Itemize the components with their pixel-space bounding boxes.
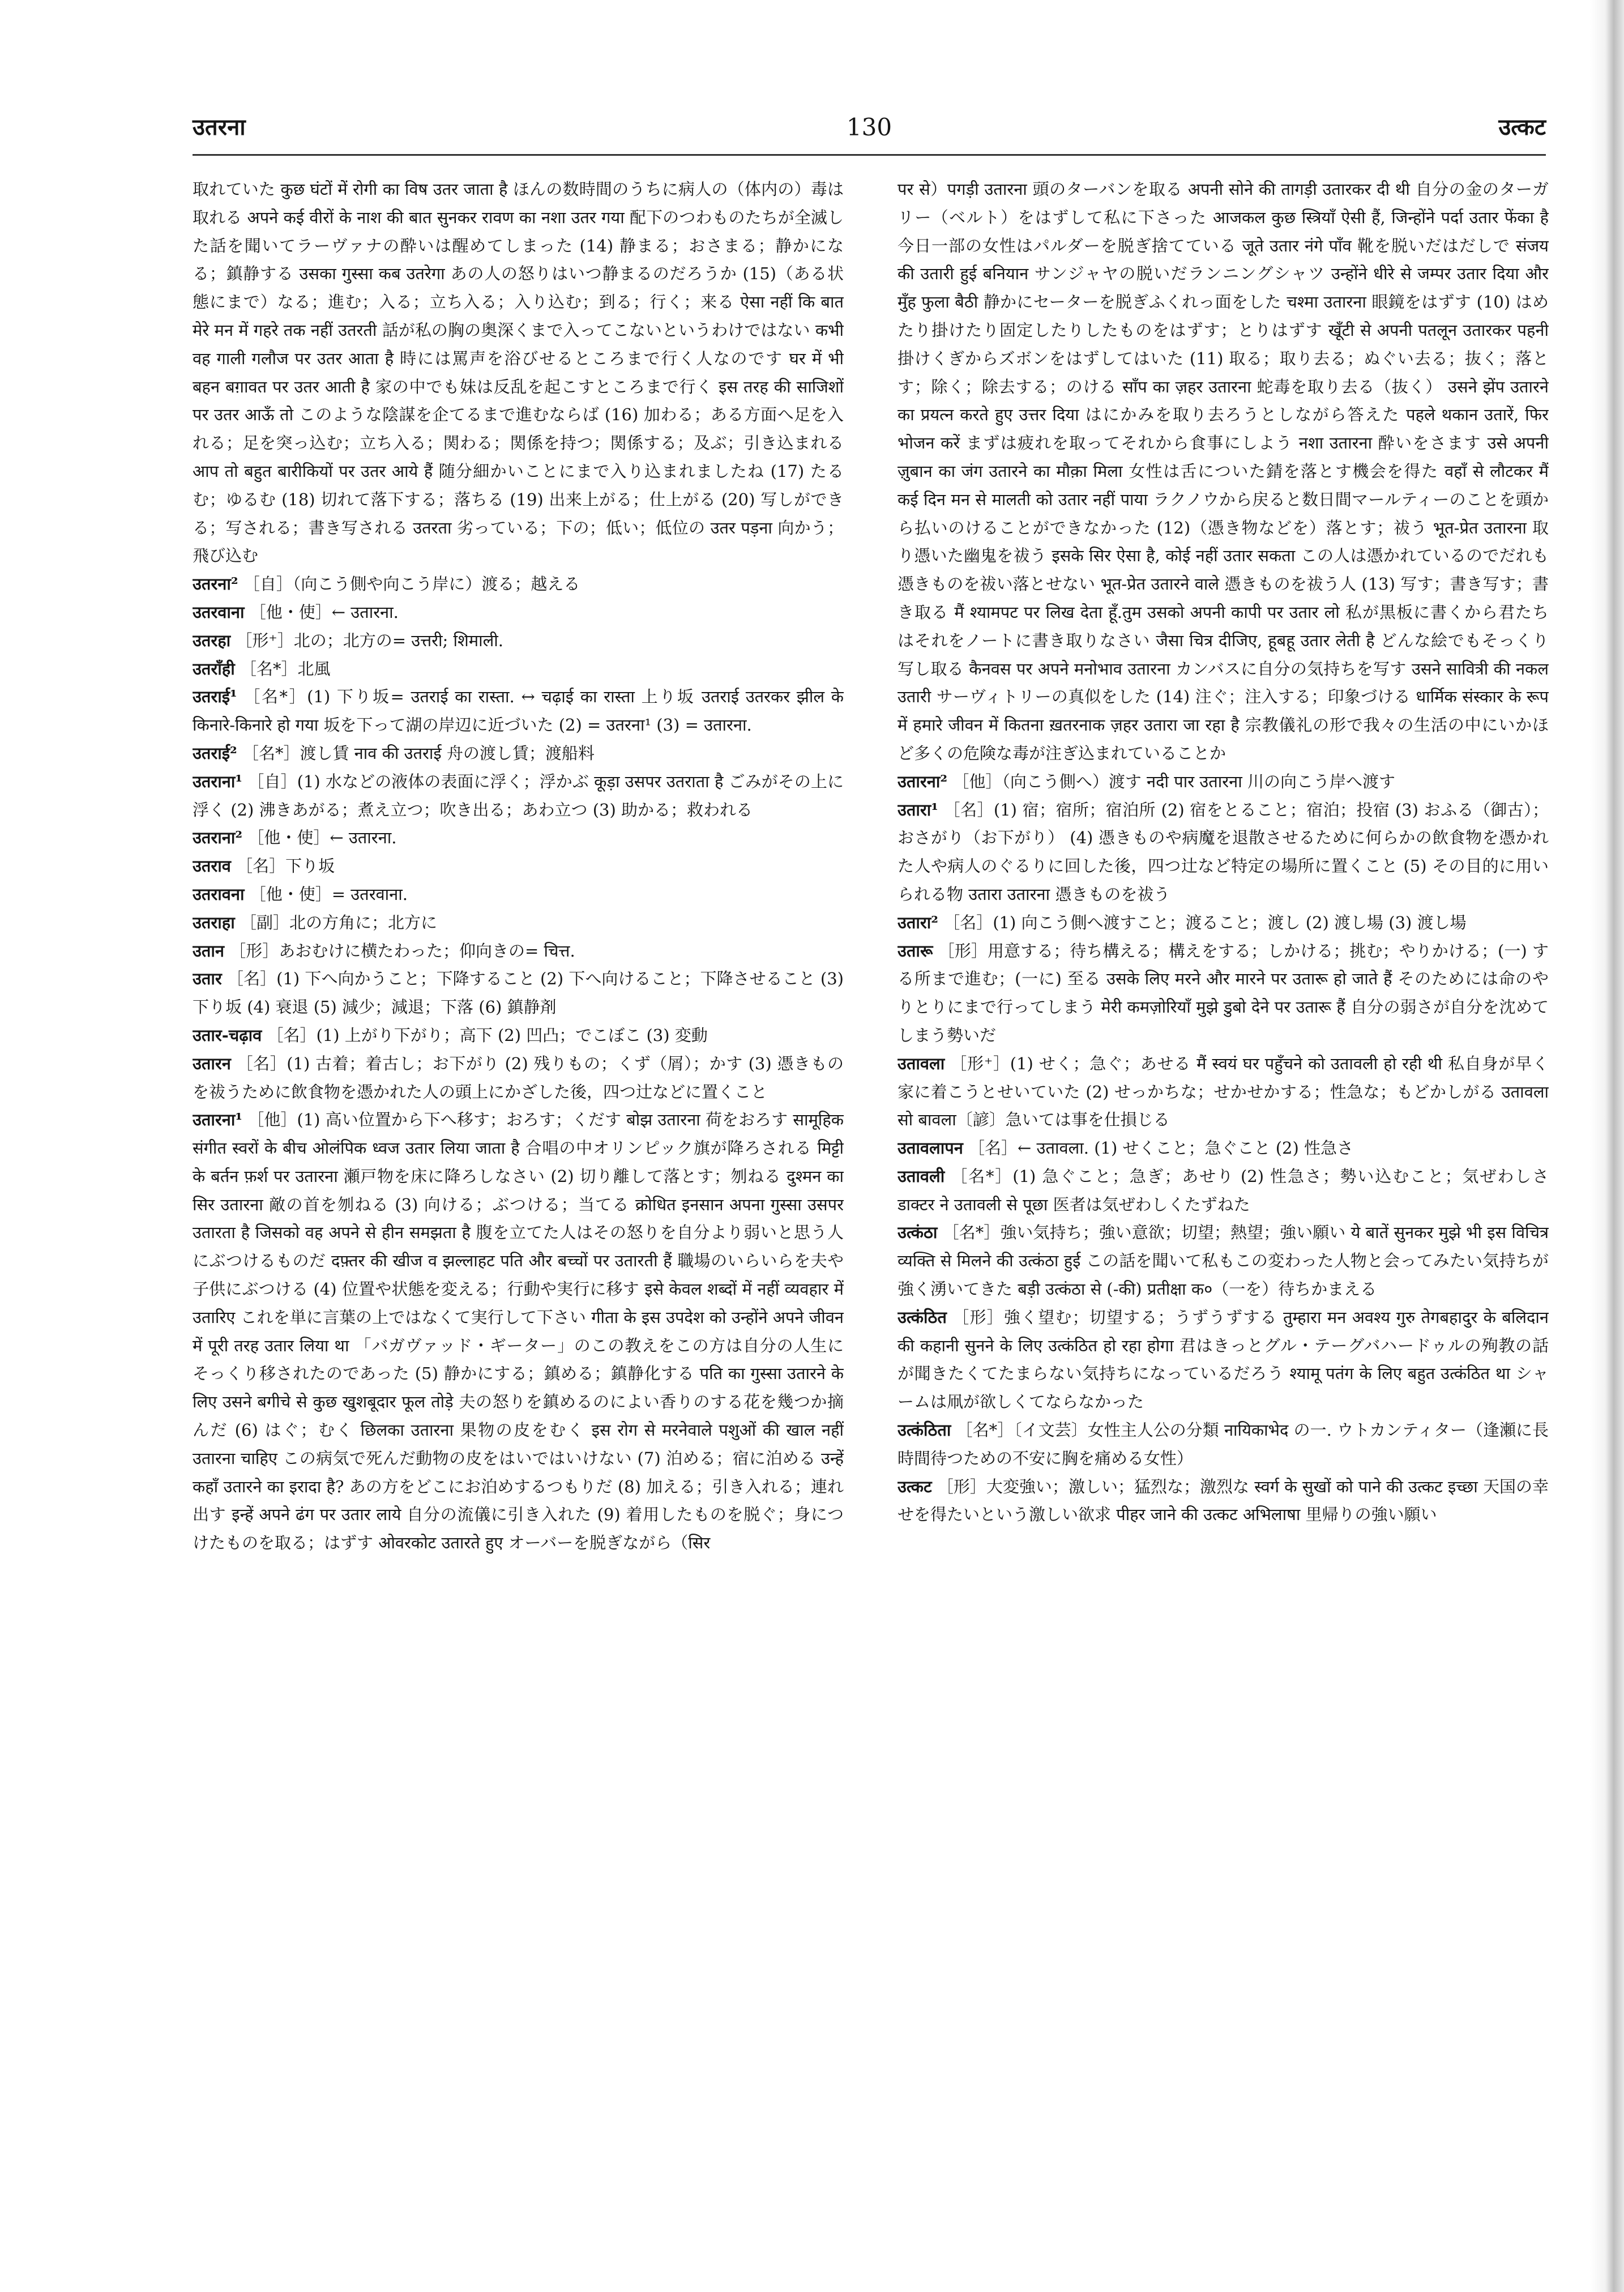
entry-text: ［自］(1) 水などの液体の表面に浮く；浮かぶ कूड़ा उसपर उतराता है ごみがその上に浮く (2) 沸きあがる；煮え立つ；吹き出る；あわ立つ (3) 助かる；救われる	[193, 771, 844, 820]
headword: उतराँही	[193, 659, 235, 678]
dictionary-entry	[193, 824, 844, 852]
headword: उतारू	[898, 941, 933, 961]
entry-text: ［他・使］← उतारना.	[247, 828, 397, 848]
dictionary-entry	[898, 1416, 1549, 1473]
dictionary-entry	[898, 909, 1549, 937]
entry-text: ［形⁺］北の；北方の= उत्तरी; शिमाली.	[236, 630, 504, 650]
dictionary-entry	[898, 1304, 1549, 1416]
dictionary-entry	[193, 740, 844, 768]
dictionary-entry	[898, 1134, 1549, 1163]
entry-text: ［他］（向こう側へ）渡す नदी पार उतारना 川の向こう岸へ渡す	[952, 771, 1395, 791]
headword: उतरवाना	[193, 602, 245, 622]
entry-text: ［他］(1) 高い位置から下へ移す；おろす；くだす बोझ उतारना 荷をおろす सामूहिक संगीत स्वरों के बीच ओलंपिक ध्वज उतार लिया जाता है 合唱の中オリンピック旗が降ろされる मिट्टी के बर्तन फ़र्श पर उतारना 瀬戸物を床に降ろしなさい (2) 切り離して落とす；刎ねる दुश्मन का सिर उतारना 敵の首を刎ねる (3) 向ける；ぶつける；当てる क्रोधित इनसान अपना गुस्सा उसपर उतारता है जिसको वह अपने से हीन समझता है 腹を立てた人はその怒りを自分より弱いと思う人にぶつけるものだ दफ़्तर की खीज व झल्लाहट पति और बच्चों पर उतारती हैं 職場のいらいらを夫や子供にぶつける (4) 位置や状態を変える；行動や実行に移す इसे केवल शब्दों में नहीं व्यवहार में उतारिए これを単に言葉の上ではなくて実行して下さい गीता के इस उपदेश को उन्होंने अपने जीवन में पूरी तरह उतार लिया था 「バガヴァッド・ギーター」のこの教えをこの方は自分の人生にそっくり移されたのであった (5) 静かにする；鎮める；鎮静化する पति का गुस्सा उतारने के लिए उसने बगीचे से कुछ खुशबूदार फूल तोड़े 夫の怒りを鎮めるのによい香りのする花を幾つか摘んだ (6) はぐ；むく छिलका उतारना 果物の皮をむく इस रोग से मरनेवाले पशुओं की खाल नहीं उतारना चाहिए この病気で死んだ動物の皮をはいではいけない (7) 泊める；宿に泊める उन्हें कहाँ उतारने का इरादा है? あの方をどこにお泊めするつもりだ (8) 加える；引き入れる；連れ出す इन्हें अपने ढंग पर उतार लाये 自分の流儀に引き入れた (9) 着用したものを脱ぐ；身につけたものを取る；はずす ओवरकोट उतारते हुए オーバーを脱ぎながら（सिर	[193, 1110, 844, 1553]
headword: उतार	[193, 969, 222, 989]
dictionary-entry	[898, 1473, 1549, 1530]
entry-text: ［名*］(1) 下り坂= उतराई का रास्ता. ↔ चढ़ाई का रास्ता 上り坂 उतराई उतरकर झील के किनारे-किनारे हो गया 坂を下って湖の岸辺に近づいた (2) = उतरना¹ (3) = उतारना.	[193, 687, 844, 735]
entry-text: ［他・使］= उतरवाना.	[249, 884, 408, 904]
headword: उतरना²	[193, 574, 238, 594]
dictionary-entry	[193, 852, 844, 881]
dictionary-entry	[898, 1163, 1549, 1219]
page-header	[193, 110, 1546, 156]
headword: उतराना¹	[193, 771, 243, 791]
entry-text: ［形⁺］(1) せく；急ぐ；あせる मैं स्वयं घर पहुँचने को उतावली हो रही थी 私自身が早く家に着こうとせいていた (2) せっかちな；せかせかする；性急な；もどかしがる उतावला सो बावला〔諺〕急いては事を仕損じる	[898, 1053, 1549, 1130]
dictionary-entry	[193, 881, 844, 909]
entry-text: ［名*］強い気持ち；強い意欲；切望；熱望；強い願い ये बातें सुनकर मुझे भी इस विचित्र व्यक्ति से मिलने की उत्कंठा हुई この話を聞いて私もこの変わった人物と会ってみたい気持ちが強く湧いてきた बड़ी उत्कंठा से (-की) प्रतीक्षा क०（一を）待ちかまえる	[898, 1223, 1549, 1299]
entry-text: ［名*］〔イ文芸〕女性主人公の分類 नायिकाभेद の一. ウトカンティター（逢瀬に長時間待つための不安に胸を痛める女性）	[898, 1420, 1549, 1468]
entry-text: ［自］（向こう側や向こう岸に）渡る；越える	[243, 574, 580, 594]
dictionary-entry	[898, 1050, 1549, 1134]
entry-text: ［名*］渡し賃 नाव की उतराई 舟の渡し賃；渡船料	[242, 743, 595, 763]
headword: उतान	[193, 941, 225, 961]
dictionary-entry	[193, 176, 844, 570]
header-rule	[193, 154, 1546, 156]
headword: उतारा¹	[898, 800, 939, 820]
right-column	[898, 176, 1549, 2214]
headword: उतावलापन	[898, 1138, 963, 1158]
dictionary-entry	[193, 937, 844, 966]
headword: उतारा²	[898, 912, 939, 932]
entry-text: ［名*］北風	[240, 659, 331, 678]
headword: उतारन	[193, 1053, 231, 1073]
entry-text: 取れていた कुछ घंटों में रोगी का विष उतर जाता है ほんの数時間のうちに病人の（体内の）毒は取れる अपने कई वीरों के नाश की बात सुनकर रावण का नशा उतर गया 配下のつわものたちが全滅した話を聞いてラーヴァナの酔いは醒めてしまった (14) 静まる；おさまる；静かになる；鎮静する उसका गुस्सा कब उतरेगा あの人の怒りはいつ静まるのだろうか (15)（ある状態にまで）なる；進む；入る；立ち入る；入り込む；到る；行く；来る ऐसा नहीं कि बात मेरे मन में गहरे तक नहीं उतरती 話が私の胸の奥深くまで入ってこないというわけではない कभी वह गाली गलौज पर उतर आता है 時には罵声を浴びせるところまで行く人なのです घर में भी बहन बग़ावत पर उतर आती है 家の中でも妹は反乱を起こすところまで行く इस तरह की साजिशों पर उतर आऊँ तो このような陰謀を企てるまで進むならば (16) 加わる；ある方面へ足を入れる；足を突っ込む；立ち入る；関わる；関係を持つ；関係する；及ぶ；引き込まれる आप तो बहुत बारीकियों पर उतर आये हैं 随分細かいことにまで入り込まれましたね (17) たるむ；ゆるむ (18) 切れて落下する；落ちる (19) 出来上がる；仕上がる (20) 写しができる；写される；書き写される उतरता 劣っている；下の；低い；低位の उतर पड़ना 向かう；飛び込む	[193, 180, 844, 566]
entry-text: ［名］下り坂	[236, 856, 335, 876]
page-binding-edge	[1590, 0, 1624, 2292]
dictionary-entry	[898, 768, 1549, 796]
page-number: 130	[846, 113, 892, 141]
dictionary-entry	[193, 683, 844, 740]
dictionary-entry	[193, 570, 844, 599]
dictionary-entry	[193, 599, 844, 627]
headword: उत्कंठा	[898, 1223, 938, 1243]
headword: उतावली	[898, 1166, 945, 1186]
entry-text: ［副］北の方角に；北方に	[240, 912, 437, 932]
entry-text: ［名*］(1) 急ぐこと；急ぎ；あせり (2) 性急さ；勢い込むこと；気ぜわしさ डाक्टर ने उतावली से पूछा 医者は気ぜわしくたずねた	[898, 1166, 1549, 1214]
headword: उतराहा	[193, 912, 235, 932]
entry-text: ［形］用意する；待ち構える；構えをする；しかける；挑む；やりかける；(一) する所まで進む；(一に) 至る उसके लिए मरने और मारने पर उतारू हो जाते हैं そのためには命のやりとりにまで行ってしまう मेरी कमज़ोरियाँ मुझे डुबो देने पर उतारू हैं 自分の弱さが自分を沈めてしまう勢いだ	[898, 941, 1549, 1045]
headword: उतार-चढ़ाव	[193, 1025, 262, 1045]
entry-text: ［名］(1) 上がり下がり；高下 (2) 凹凸；でこぼこ (3) 変動	[267, 1025, 708, 1045]
headword: उतावला	[898, 1053, 945, 1073]
entry-text: ［形］強く望む；切望する；うずうずする तुम्हारा मन अवश्य गुरु तेगबहादुर के बलिदान की कहानी सुनने के लिए उत्कंठित हो रहा होगा 君はきっとグル・テーグバハードゥルの殉教の話が聞きたくてたまらない気持ちになっているだろう श्यामू पतंग के लिए बहुत उत्कंठित था シャームは凧が欲しくてならなかった	[898, 1307, 1549, 1412]
headword: उतरावना	[193, 884, 245, 904]
dictionary-entry	[193, 1022, 844, 1050]
entry-text: ［名］(1) 下へ向かうこと；下降すること (2) 下へ向けること；下降させること (3) 下り坂 (4) 衰退 (5) 減少；減退；下落 (6) 鎮静剤	[193, 969, 844, 1017]
dictionary-entry	[193, 909, 844, 937]
entry-text: ［形］大変強い；激しい；猛烈な；激烈な स्वर्ग के सुखों को पाने की उत्कट इच्छा 天国の幸せを得たいという激しい欲求 पीहर जाने की उत्कट अभिलाषा 里帰りの強い願い	[898, 1476, 1549, 1525]
entry-text: ［形］あおむけに横たわった；仰向きの= चित्त.	[229, 941, 575, 961]
dictionary-entry	[898, 937, 1549, 1050]
dictionary-entry	[193, 655, 844, 684]
entry-text: ［名］← उतावला. (1) せくこと；急ぐこと (2) 性急さ	[968, 1138, 1354, 1158]
entry-text: ［名］(1) 古着；着古し；お下がり (2) 残りもの；くず（屑）；かす (3) 憑きものを祓うために飲食物を憑かれた人の頭上にかざした後，四つ辻などに置くこと	[193, 1053, 844, 1102]
left-column	[193, 176, 844, 2214]
dictionary-entry	[193, 627, 844, 655]
headword: उतराना²	[193, 828, 243, 848]
entry-text: पर से）पगड़ी उतारना 頭のターバンを取る अपनी सोने की तागड़ी उतारकर दी थी 自分の金のターガリー（ベルト）をはずして私に下さった आजकल कुछ स्त्रियाँ ऐसी हैं, जिन्होंने पर्दा उतार फेंका है 今日一部の女性はパルダーを脱ぎ捨てている जूते उतार नंगे पाँव 靴を脱いだはだしで संजय की उतारी हुई बनियान サンジャヤの脱いだランニングシャツ उन्होंने धीरे से जम्पर उतार दिया और मुँह फुला बैठी 静かにセーターを脱ぎふくれっ面をした चश्मा उतारना 眼鏡をはずす (10) はめたり掛けたり固定したりしたものをはずす；とりはずす खूँटी से अपनी पतलून उतारकर पहनी 掛けくぎからズボンをはずしてはいた (11) 取る；取り去る；ぬぐい去る；抜く；落とす；除く；除去する；のける साँप का ज़हर उतारना 蛇毒を取り去る（抜く） उसने झेंप उतारने का प्रयत्न करते हुए उत्तर दिया はにかみを取り去ろうとしながら答えた पहले थकान उतारें, फिर भोजन करें まずは疲れを取ってそれから食事にしよう नशा उतारना 酔いをさます उसे अपनी ज़ुबान का जंग उतारने का मौक़ा मिला 女性は舌についた錆を落とす機会を得た वहाँ से लौटकर मैं कई दिन मन से मालती को उतार नहीं पाया ラクノウから戻ると数日間マールティーのことを頭から払いのけることができなかった (12)（憑き物などを）落とす；祓う भूत-प्रेत उतारना 取り憑いた幽鬼を祓う इसके सिर ऐसा है, कोई नहीं उतार सकता この人は憑かれているのでだれも憑きものを祓い落とせない भूत-प्रेत उतारने वाले 憑きものを祓う人 (13) 写す；書き写す；書き取る मैं श्यामपट पर लिख देता हूँ.तुम उसको अपनी कापी पर उतार लो 私が黒板に書くから君たちはそれをノートに書き取りなさい जैसा चित्र दीजिए, हूबहू उतार लेती है どんな絵でもそっくり写し取る कैनवस पर अपने मनोभाव उतारना カンバスに自分の気持ちを写す उसने सावित्री की नकल उतारी サーヴィトリーの真似をした (14) 注ぐ；注入する；印象づける धार्मिक संस्कार के रूप में हमारे जीवन में कितना ख़तरनाक ज़हर उतारा जा रहा है 宗教儀礼の形で我々の生活の中にいかほど多くの危険な毒が注ぎ込まれていることか	[898, 180, 1549, 763]
dictionary-entry	[193, 1106, 844, 1557]
headword: उतराई²	[193, 743, 237, 763]
entry-text: ［名］(1) 宿；宿所；宿泊所 (2) 宿をとること；宿泊；投宿 (3) おふる（御古）；おさがり（お下がり） (4) 憑きものや病魔を退散させるために何らかの飲食物を憑かれた人や病人のぐるりに回した後，四つ辻など特定の場所に置くこと (5) その目的に用いられる物 उतारा उतारना 憑きものを祓う	[898, 800, 1549, 904]
dictionary-entry	[898, 1219, 1549, 1303]
dictionary-entry	[898, 176, 1549, 768]
dictionary-entry	[898, 796, 1549, 909]
entry-text: ［他・使］← उतारना.	[249, 602, 399, 622]
dictionary-entry	[193, 965, 844, 1022]
headword: उतरहा	[193, 630, 231, 650]
entry-text: ［名］(1) 向こう側へ渡すこと；渡ること；渡し (2) 渡し場 (3) 渡し場	[943, 912, 1467, 932]
headword: उतारना¹	[193, 1110, 243, 1130]
headword: उतारना²	[898, 771, 948, 791]
headword: उत्कंठिता	[898, 1420, 951, 1440]
headword: उतराव	[193, 856, 231, 876]
headword: उत्कंठित	[898, 1307, 947, 1327]
headword: उतराई¹	[193, 687, 237, 707]
guide-word-right: उत्कट	[1498, 114, 1546, 140]
headword: उत्कट	[898, 1476, 932, 1496]
dictionary-entry	[193, 768, 844, 825]
guide-word-left: उतरना	[193, 114, 246, 140]
dictionary-entry	[193, 1050, 844, 1107]
